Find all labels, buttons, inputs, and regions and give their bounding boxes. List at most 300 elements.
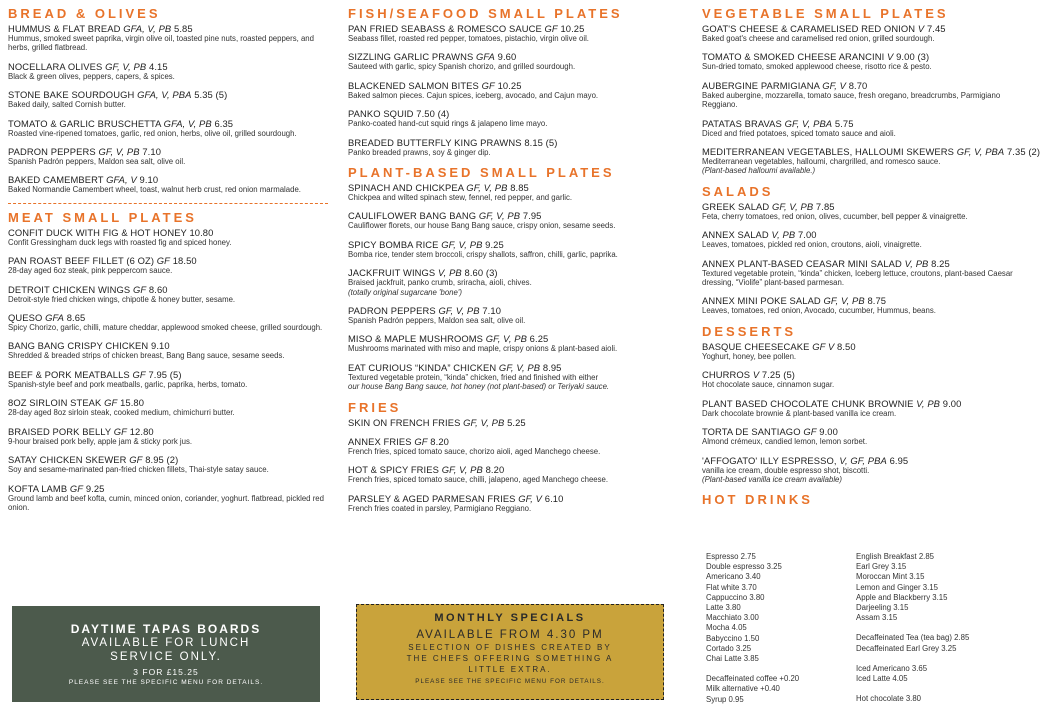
menu-item-name [348, 417, 670, 428]
menu-item [702, 398, 1018, 418]
section-title-desserts: DESSERTS [702, 323, 797, 339]
item-price: 7.10 [482, 305, 502, 317]
menu-item-name [348, 464, 670, 475]
menu-item [8, 61, 324, 81]
menu-item-name [348, 108, 670, 119]
item-dietary-tags: GF, V, PB [105, 60, 147, 72]
menu-item [348, 182, 670, 202]
item-dietary-tags: GF, V, PB [438, 305, 480, 317]
menu-item [8, 174, 324, 194]
item-name-text: PATATAS BRAVAS [702, 117, 782, 129]
item-name-text: HOT & SPICY FRIES [348, 464, 439, 476]
item-price: 7.00 [797, 229, 817, 241]
menu-item [348, 436, 670, 456]
menu-item-name [348, 436, 670, 447]
menu-item [702, 426, 1018, 446]
item-price: 7.35 (2) [1006, 146, 1040, 158]
item-name-text: CHURROS [702, 369, 751, 381]
menu-item-description: Baked daily, salted Cornish butter. [8, 100, 126, 110]
item-name-text: AUBERGINE PARMIGIANA [702, 79, 820, 91]
menu-item-name [348, 210, 670, 221]
item-name-text: PARSLEY & AGED PARMESAN FRIES [348, 492, 516, 504]
item-price: 7.95 (5) [148, 368, 182, 380]
menu-item [702, 51, 1018, 71]
item-price: 8.85 [510, 182, 529, 194]
menu-item-name [348, 493, 670, 504]
section-title-bread-olives: BREAD & OLIVES [8, 6, 161, 21]
menu-item-name [348, 80, 670, 91]
menu-item [702, 23, 1018, 43]
drink-item: Hot chocolate 3.80 [856, 694, 922, 704]
menu-item-description: vanilla ice cream, double espresso shot, biscotti. [702, 465, 870, 475]
item-price: 18.50 [172, 255, 197, 267]
daytime-box-line: SERVICE ONLY. [110, 651, 222, 663]
menu-item-description: Sun-dried tomato, smoked applewood cheese, risotto rice & pesto. [702, 62, 932, 72]
item-name-text: TOMATO & GARLIC BRUSCHETTA [8, 117, 164, 129]
item-name-text: 8OZ SIRLOIN STEAK [8, 397, 102, 409]
menu-item-name [702, 295, 1018, 306]
menu-item-name [8, 89, 324, 100]
menu-item [702, 201, 1018, 221]
item-name-text: GREEK SALAD [702, 200, 770, 212]
menu-item-description: Feta, cherry tomatoes, red onion, olives, cucumber, bell pepper & vinaigrette. [702, 211, 968, 221]
daytime-tapas-box [12, 606, 320, 702]
drink-item: Milk alternative +0.40 [706, 684, 780, 694]
item-price: 7.10 [142, 146, 162, 158]
item-price: 10.80 [189, 226, 214, 238]
menu-item [348, 362, 670, 392]
menu-item-name [702, 80, 1018, 91]
menu-item-description: Spanish Padrón peppers, Maldon sea salt, olive oil. [348, 316, 526, 326]
item-dietary-tags: GF V [812, 340, 835, 352]
item-dietary-tags: V, PB [438, 267, 462, 279]
item-name-text: BREADED BUTTERFLY KING PRAWNS [348, 136, 522, 148]
item-name-text: ANNEX FRIES [348, 435, 412, 447]
item-price: 8.25 [931, 257, 950, 269]
section-title-meat: MEAT SMALL PLATES [8, 209, 197, 225]
menu-item-description: Baked goat's cheese and caramelised red onion, grilled sourdough. [702, 34, 935, 43]
item-dietary-tags: GF [414, 435, 428, 447]
menu-item-description: Leaves, tomatoes, pickled red onion, croutons, aioli, vinaigrette. [702, 240, 922, 250]
menu-item-description: Ground lamb and beef kofta, cumin, minced onion, coriander, yoghurt. flatbread, pickled red onion. [8, 493, 324, 512]
drink-item: Decaffeinated coffee +0.20 [706, 674, 800, 684]
menu-item-description: 9-hour braised pork belly, apple jam & sticky pork jus. [8, 436, 193, 446]
menu-item [8, 340, 324, 360]
item-dietary-tags: GF [132, 368, 146, 380]
item-price: 8.75 [867, 295, 887, 307]
item-name-text: QUESO [8, 312, 43, 324]
drink-item: Iced Latte 4.05 [856, 674, 908, 684]
item-price: 9.60 [497, 51, 517, 63]
menu-item-name [348, 239, 670, 250]
drink-item: Cappuccino 3.80 [706, 592, 765, 602]
item-price: 6.25 [529, 333, 549, 345]
item-price: 9.00 [942, 397, 962, 409]
menu-item-name [8, 118, 324, 129]
drink-item: Decaffeinated Earl Grey 3.25 [856, 643, 957, 653]
item-price: 5.35 (5) [194, 89, 228, 101]
drink-item: Darjeeling 3.15 [856, 603, 909, 613]
item-dietary-tags: V [752, 369, 760, 381]
item-dietary-tags: GFA [45, 312, 64, 324]
item-price: 10.25 [497, 79, 522, 91]
menu-item-name [702, 118, 1018, 129]
item-price: 8.95 (2) [145, 454, 179, 466]
menu-item [348, 493, 670, 513]
plant-list [348, 182, 670, 392]
section-title-fries: FRIES [348, 399, 402, 415]
item-dietary-tags: GFA, V [106, 174, 137, 186]
section-divider [8, 203, 328, 204]
menu-item-description: Baked Normandie Camembert wheel, toast, walnut herb crust, red onion marmalade. [8, 185, 301, 195]
drink-item: Apple and Blackberry 3.15 [856, 592, 948, 602]
item-dietary-tags: GF, V, PB [98, 146, 140, 158]
drink-item: Macchiato 3.00 [706, 613, 759, 623]
item-name-text: ANNEX SALAD [702, 229, 769, 241]
menu-item-description: Soy and sesame-marinated pan-fried chicken fillets, Thai-style satay sauce. [8, 465, 269, 475]
menu-item-note: our house Bang Bang sauce, hot honey (not plant-based) or Teriyaki sauce. [348, 382, 610, 392]
drink-item: Americano 3.40 [706, 572, 761, 582]
item-name-text: BRAISED PORK BELLY [8, 425, 112, 437]
menu-item [348, 108, 670, 128]
item-name-text: TOMATO & SMOKED CHEESE ARANCINI [702, 51, 885, 63]
menu-item-name [8, 369, 324, 380]
menu-item-name [702, 258, 1018, 269]
menu-item-description: French fries, spiced tomato sauce, chilli, jalapeno, aged Manchego cheese. [348, 475, 609, 485]
drink-item: English Breakfast 2.85 [856, 552, 935, 561]
menu-item-description: Confit Gressingham duck legs with roasted fig and spiced honey. [8, 237, 232, 247]
menu-item-name [8, 174, 324, 185]
item-dietary-tags: GF [69, 482, 84, 494]
menu-item-description: Textured vegetable protein, “kinda” chicken, fried and finished with either [348, 372, 599, 382]
menu-item-description: Cauliflower florets, our house Bang Bang sauce, crispy onion, sesame seeds. [348, 221, 616, 231]
menu-item [702, 118, 1018, 138]
drink-item: Chai Latte 3.85 [706, 654, 759, 664]
column-middle [348, 6, 670, 521]
drink-item: Espresso 2.75 [706, 552, 756, 561]
item-name-text: TORTA DE SANTIAGO [702, 426, 801, 438]
drink-item: Iced Americano 3.65 [856, 663, 928, 673]
menu-item-description: Spanish-style beef and pork meatballs, garlic, paprika, herbs, tomato. [8, 379, 248, 389]
daytime-box-line: AVAILABLE FOR LUNCH [81, 637, 251, 649]
drink-item: Double espresso 3.25 [706, 562, 782, 572]
menu-item [348, 137, 670, 157]
item-price: 9.10 [139, 174, 159, 186]
item-price: 9.10 [151, 340, 170, 352]
item-price: 15.80 [120, 397, 145, 409]
veg-list [702, 23, 1040, 176]
menu-item-description: Shredded & breaded strips of chicken breast, Bang Bang sauce, sesame seeds. [8, 351, 285, 361]
menu-item-name [348, 51, 670, 62]
menu-item [702, 369, 1018, 389]
menu-item-description: 28-day aged 6oz steak, pink peppercorn sauce. [8, 266, 173, 276]
menu-item-description: Hot chocolate sauce, cinnamon sugar. [702, 380, 835, 390]
menu-item [702, 146, 1040, 176]
menu-item-description: Braised jackfruit, panko crumb, sriracha, aioli, chives. [348, 278, 532, 288]
menu-item-name [702, 229, 1018, 240]
item-name-text: BASQUE CHEESECAKE [702, 340, 810, 352]
item-dietary-tags: GFA [476, 51, 495, 63]
section-title-salads: SALADS [702, 183, 774, 199]
menu-item [8, 255, 324, 275]
item-name-text: PAN ROAST BEEF FILLET (6 OZ) [8, 255, 155, 267]
menu-item-description: Baked aubergine, mozzarella, tomato sauce, fresh oregano, breadcrumbs, Parmigiano Reggiano. [702, 90, 1001, 110]
menu-item [702, 341, 1018, 361]
menu-item-description: Panko breaded prawns, soy & ginger dip. [348, 147, 491, 157]
drink-item: Syrup 0.95 [706, 694, 744, 704]
item-dietary-tags: GF, V, PBA [956, 146, 1005, 158]
drink-item: Assam 3.15 [856, 613, 898, 623]
drink-item: Moroccan Mint 3.15 [856, 572, 925, 582]
menu-item [348, 464, 670, 484]
item-price: 7.95 [522, 210, 542, 222]
menu-item-description: Black & green olives, peppers, capers, & spices. [8, 71, 175, 81]
menu-item-note: (Plant-based halloumi available.) [702, 166, 816, 176]
item-dietary-tags: GF, V [518, 492, 543, 504]
drink-item: Mocha 4.05 [706, 623, 747, 633]
menu-item-description: Leaves, tomatoes, red onion, Avocado, cucumber, Hummus, beans. [702, 306, 936, 316]
menu-item-name [348, 23, 670, 34]
specials-box-line: SELECTION OF DISHES CREATED BY [408, 643, 612, 652]
item-dietary-tags: V, PB [771, 229, 796, 241]
menu-item-description: French fries coated in parsley, Parmigiano Reggiano. [348, 503, 532, 513]
item-price: 5.25 [507, 416, 526, 428]
item-price: 4.15 [149, 60, 168, 72]
monthly-specials-box [356, 604, 664, 700]
menu-item-description: Spanish Padrón peppers, Maldon sea salt, olive oil. [8, 157, 186, 167]
menu-item-name [702, 369, 1018, 380]
item-dietary-tags: V, PB [916, 397, 941, 409]
item-dietary-tags: GF, V, PB [485, 333, 527, 345]
menu-item-description: Chickpea and wilted spinach stew, fennel, red pepper, and garlic. [348, 193, 573, 203]
menu-item-name [702, 426, 1018, 437]
menu-item-name [8, 483, 324, 494]
item-name-text: ANNEX PLANT-BASED CEASAR MINI SALAD [702, 257, 902, 269]
specials-box-line: LITTLE EXTRA. [468, 665, 552, 674]
item-name-text: HUMMUS & FLAT BREAD [8, 23, 121, 34]
fish-list [348, 23, 670, 157]
item-dietary-tags: GF [481, 79, 495, 91]
menu-item-name [8, 397, 324, 408]
item-name-text: ANNEX MINI POKE SALAD [702, 295, 821, 307]
menu-item [348, 239, 670, 259]
menu-item-description: Baked salmon pieces. Cajun spices, iceberg, avocado, and Cajun mayo. [348, 90, 599, 100]
menu-item [8, 426, 324, 446]
menu-item-description: Sauteed with garlic, spicy Spanish chorizo, and grilled sourdough. [348, 62, 576, 72]
item-price: 6.95 [889, 454, 909, 466]
menu-item [8, 146, 324, 166]
menu-item-description: Detroit-style fried chicken wings, chipotle & honey butter, sesame. [8, 294, 236, 304]
item-dietary-tags: V, PB [904, 257, 929, 269]
item-name-text: CONFIT DUCK WITH FIG & HOT HONEY [8, 226, 187, 238]
menu-item [8, 312, 324, 332]
menu-item-description: Panko-coated hand-cut squid rings & jalapeno lime mayo. [348, 119, 548, 129]
item-dietary-tags: GF [113, 425, 128, 437]
item-dietary-tags: GF [132, 283, 147, 295]
menu-item-note: (Plant-based vanilla ice cream available) [702, 474, 842, 484]
drink-item: Decaffeinated Tea (tea bag) 2.85 [856, 633, 970, 643]
item-name-text: SATAY CHICKEN SKEWER [8, 454, 127, 466]
item-name-text: CAULIFLOWER BANG BANG [348, 210, 477, 222]
item-name-text: JACKFRUIT WINGS [348, 267, 436, 279]
item-price: 7.45 [926, 23, 946, 34]
menu-item-description: Seabass fillet, roasted red pepper, tomatoes, pistachio, virgin olive oil. [348, 34, 589, 43]
menu-item [702, 229, 1018, 249]
item-dietary-tags: V [887, 51, 894, 63]
menu-item [702, 80, 1018, 110]
menu-item-name [8, 426, 324, 437]
item-price: 6.10 [544, 492, 564, 504]
section-title-hot-drinks: HOT DRINKS [702, 492, 813, 508]
item-price: 8.70 [848, 79, 868, 91]
menu-item-description: Spicy Chorizo, garlic, chilli, mature cheddar, applewood smoked cheese, grilled sourdough. [8, 323, 323, 333]
item-name-text: STONE BAKE SOURDOUGH [8, 89, 135, 101]
item-price: 8.95 [542, 361, 562, 373]
menu-item-name [8, 340, 324, 351]
menu-item-description: Almond crémeux, candied lemon, lemon sorbet. [702, 437, 868, 447]
item-name-text: KOFTA LAMB [8, 482, 68, 494]
menu-item [8, 454, 324, 474]
specials-box-title: MONTHLY SPECIALS [434, 612, 586, 624]
item-name-text: BAKED CAMEMBERT [8, 174, 107, 186]
menu-item-name [702, 455, 1018, 466]
item-name-text: BEEF & PORK MEATBALLS [8, 368, 130, 380]
menu-item [348, 333, 670, 353]
item-name-text: BLACKENED SALMON BITES [348, 79, 479, 91]
menu-item [348, 210, 670, 230]
drink-item: Babyccino 1.50 [706, 633, 760, 643]
column-left [8, 6, 324, 520]
section-title-vegetable: VEGETABLE SMALL PLATES [702, 6, 949, 21]
item-name-text: MISO & MAPLE MUSHROOMS [348, 333, 484, 345]
menu-item-name [348, 137, 670, 148]
item-dietary-tags: GF, V, PB [772, 200, 814, 212]
menu-item [702, 455, 1018, 485]
drink-item: Lemon and Ginger 3.15 [856, 582, 938, 592]
item-name-text: PADRON PEPPERS [348, 305, 436, 317]
desserts-list [702, 341, 1018, 484]
item-price: 5.85 [174, 23, 193, 34]
menu-item [348, 417, 670, 428]
coffee-column [706, 552, 856, 705]
item-price: 9.00 [819, 426, 838, 438]
menu-item-description: Mushrooms marinated with miso and maple, crispy onions & plant-based aioli. [348, 344, 618, 354]
item-price: 7.25 (5) [761, 369, 796, 381]
menu-item-name [702, 146, 1040, 158]
item-price: 8.15 (5) [524, 136, 558, 148]
menu-item-description: French fries, spiced tomato sauce, chorizo aioli, aged Manchego cheese. [348, 446, 601, 456]
menu-item [348, 305, 670, 325]
item-name-text: DETROIT CHICKEN WINGS [8, 283, 131, 295]
item-name-text: BANG BANG CRISPY CHICKEN [8, 340, 149, 352]
item-name-text: 'AFFOGATO' ILLY ESPRESSO, [702, 454, 837, 466]
item-price: 9.25 [485, 238, 504, 250]
item-price: 8.60 (3) [464, 267, 498, 279]
item-price: 8.65 [66, 312, 86, 324]
item-price: 8.50 [837, 340, 856, 352]
menu-item-name [8, 312, 324, 323]
item-dietary-tags: GF [544, 23, 558, 34]
item-name-text: SKIN ON FRENCH FRIES [348, 416, 461, 428]
drink-item: Cortado 3.25 [706, 643, 752, 653]
daytime-box-title: DAYTIME TAPAS BOARDS [70, 622, 262, 636]
item-dietary-tags: GFA, V, PB [163, 117, 212, 129]
item-name-text: SPINACH AND CHICKPEA [348, 182, 464, 194]
item-dietary-tags: GF [803, 426, 817, 438]
item-name-text: PLANT BASED CHOCOLATE CHUNK BROWNIE [702, 397, 914, 409]
salads-list [702, 201, 1018, 316]
menu-item-description: Dark chocolate brownie & plant-based vanilla ice cream. [702, 408, 897, 418]
menu-item [8, 118, 324, 138]
item-name-text: PADRON PEPPERS [8, 146, 96, 158]
item-dietary-tags: GF [156, 255, 171, 267]
section-title-plant: PLANT-BASED SMALL PLATES [348, 165, 615, 181]
item-dietary-tags: V, GF, PBA [839, 454, 887, 466]
drink-item: Latte 3.80 [706, 603, 741, 613]
menu-item-name [702, 201, 1018, 212]
menu-item-name [702, 398, 1018, 409]
item-name-text: NOCELLARA OLIVES [8, 60, 103, 72]
item-dietary-tags: GFA, V, PBA [137, 89, 192, 101]
item-price: 5.75 [834, 117, 854, 129]
menu-item [8, 227, 324, 247]
item-price: 8.20 [485, 464, 505, 476]
item-dietary-tags: GF, V, PBA [784, 117, 833, 129]
menu-item [348, 267, 670, 297]
menu-item-name [348, 267, 670, 278]
menu-item-name [348, 305, 670, 316]
daytime-box-price: 3 FOR £15.25 [133, 667, 199, 677]
item-dietary-tags: GF, V, PB [441, 238, 483, 250]
item-price: 7.85 [815, 200, 835, 212]
bread-list [8, 23, 324, 195]
menu-item-description: Textured vegetable protein, “kinda” chicken, Iceberg lettuce, croutons, plant-based Caesar dressing, “Violife” plant-based parmesan. [702, 268, 1013, 288]
item-name-text: SPICY BOMBA RICE [348, 238, 439, 250]
item-name-text: PAN FRIED SEABASS & ROMESCO SAUCE [348, 23, 542, 34]
drink-item: Earl Grey 3.15 [856, 562, 907, 572]
menu-item-description: Yoghurt, honey, bee pollen. [702, 351, 797, 361]
menu-item-description: Bomba rice, tender stem broccoli, crispy shallots, saffron, chilli, garlic, paprika. [348, 249, 618, 259]
menu-item [8, 284, 324, 304]
menu-item [8, 23, 324, 53]
menu-item-name [348, 333, 670, 344]
menu-item-description: 28-day aged 8oz sirloin steak, cooked medium, chimichurri butter. [8, 408, 235, 418]
item-price: 10.25 [560, 23, 585, 34]
menu-item-description: Diced and fried potatoes, spiced tomato sauce and aioli. [702, 128, 896, 138]
item-dietary-tags: GFA, V, PB [123, 23, 172, 34]
menu-item-name [702, 341, 1018, 352]
tea-column [856, 552, 1006, 704]
menu-item-description: Roasted vine-ripened tomatoes, garlic, red onion, herbs, olive oil, grilled sourdough. [8, 128, 297, 138]
menu-item-name [348, 362, 670, 373]
item-dietary-tags: GF, V, PB [463, 416, 505, 428]
daytime-box-note: PLEASE SEE THE SPECIFIC MENU FOR DETAILS. [68, 679, 264, 686]
item-name-text: MEDITERRANEAN VEGETABLES, HALLOUMI SKEWERS [702, 146, 954, 158]
menu-item-name [702, 23, 1018, 34]
item-dietary-tags: V [917, 23, 925, 34]
menu-item-description: Hummus, smoked sweet paprika, virgin olive oil, toasted pine nuts, roasted peppers, and herbs, grilled flatbread. [8, 34, 314, 53]
item-price: 8.20 [430, 435, 449, 447]
menu-item-name [8, 227, 324, 238]
menu-item [8, 397, 324, 417]
menu-item-name [702, 51, 1018, 62]
item-dietary-tags: GF, V, PB [498, 361, 541, 373]
menu-item-description: Mediterranean vegetables, halloumi, chargrilled, and romesco sauce. [702, 157, 941, 167]
item-name-text: GOAT'S CHEESE & CARAMELISED RED ONION [702, 23, 916, 34]
menu-item-name [8, 454, 324, 465]
menu-item-name [8, 284, 324, 295]
item-name-text: EAT CURIOUS “KINDA” CHICKEN [348, 361, 497, 373]
